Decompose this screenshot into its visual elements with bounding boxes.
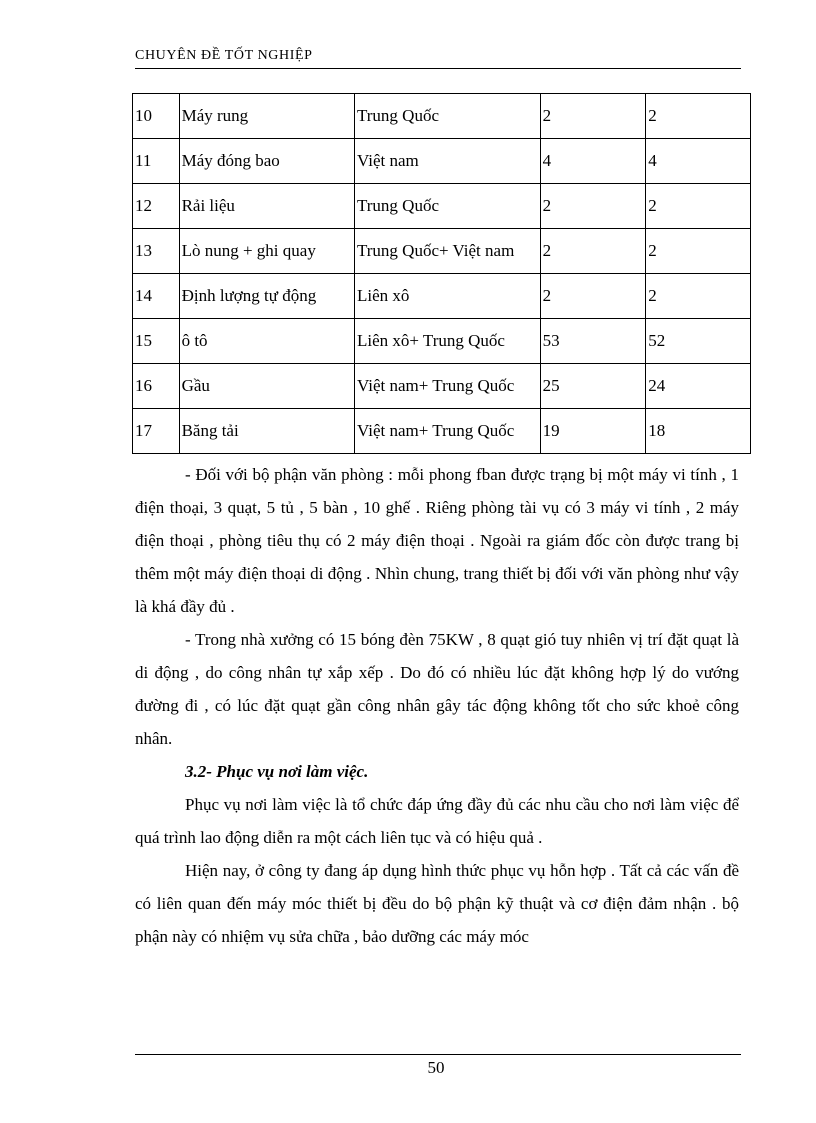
cell-equipment-name: Định lượng tự động xyxy=(179,274,354,319)
cell-quantity-in-use: 2 xyxy=(646,274,751,319)
equipment-table xyxy=(132,93,751,454)
cell-row-number: 10 xyxy=(133,94,180,139)
body-text xyxy=(135,458,739,953)
table-row xyxy=(133,94,751,139)
cell-quantity-total: 2 xyxy=(540,184,646,229)
table-row xyxy=(133,229,751,274)
footer-rule xyxy=(135,1054,741,1055)
cell-quantity-in-use: 2 xyxy=(646,184,751,229)
cell-equipment-name: ô tô xyxy=(179,319,354,364)
cell-row-number: 15 xyxy=(133,319,180,364)
table-row xyxy=(133,184,751,229)
equipment-table-body xyxy=(133,94,751,454)
cell-equipment-name: Máy rung xyxy=(179,94,354,139)
cell-row-number: 13 xyxy=(133,229,180,274)
cell-row-number: 11 xyxy=(133,139,180,184)
table-row xyxy=(133,139,751,184)
section-title: 3.2- Phục vụ nơi làm việc. xyxy=(185,762,369,781)
cell-equipment-name: Băng tải xyxy=(179,409,354,454)
cell-origin: Liên xô xyxy=(354,274,540,319)
cell-row-number: 14 xyxy=(133,274,180,319)
header-rule xyxy=(135,68,741,69)
cell-equipment-name: Gầu xyxy=(179,364,354,409)
cell-equipment-name: Lò nung + ghi quay xyxy=(179,229,354,274)
cell-quantity-in-use: 2 xyxy=(646,229,751,274)
cell-quantity-total: 2 xyxy=(540,229,646,274)
cell-origin: Việt nam+ Trung Quốc xyxy=(354,409,540,454)
cell-row-number: 12 xyxy=(133,184,180,229)
cell-origin: Trung Quốc xyxy=(354,94,540,139)
table-row xyxy=(133,274,751,319)
paragraph-service-form: Hiện nay, ở công ty đang áp dụng hình thức phục vụ hỗn hợp . Tất cả các vấn đề có liên quan đến máy móc thiết bị đều do bộ phận kỹ thuật và cơ điện đảm nhận . bộ phận này có nhiệm vụ sửa chữa , bảo dưỡng các máy móc xyxy=(135,861,739,946)
cell-origin: Việt nam xyxy=(354,139,540,184)
cell-row-number: 17 xyxy=(133,409,180,454)
cell-quantity-total: 2 xyxy=(540,94,646,139)
table-row xyxy=(133,409,751,454)
table-row xyxy=(133,364,751,409)
running-header: CHUYÊN ĐỀ TỐT NGHIỆP xyxy=(135,48,313,63)
cell-quantity-total: 4 xyxy=(540,139,646,184)
paragraph-workshop: - Trong nhà xưởng có 15 bóng đèn 75KW , 8 quạt gió tuy nhiên vị trí đặt quạt là di động , do công nhân tự xắp xếp . Do đó có nhiều lúc đặt không hợp lý do vướng đường đi , có lúc đặt quạt gần công nhân gây tác động không tốt cho sức khoẻ công nhân. xyxy=(135,630,739,748)
paragraph-workplace-service: Phục vụ nơi làm việc là tổ chức đáp ứng đầy đủ các nhu cầu cho nơi làm việc để quá trình lao động diễn ra một cách liên tục và có hiệu quả . xyxy=(135,795,739,847)
cell-quantity-total: 53 xyxy=(540,319,646,364)
cell-equipment-name: Máy đóng bao xyxy=(179,139,354,184)
cell-origin: Liên xô+ Trung Quốc xyxy=(354,319,540,364)
cell-origin: Việt nam+ Trung Quốc xyxy=(354,364,540,409)
paragraph-office-equipment: - Đối với bộ phận văn phòng : mỗi phong fban được trạng bị một máy vi tính , 1 điện thoại, 3 quạt, 5 tủ , 5 bàn , 10 ghế . Riêng phòng tài vụ có 3 máy vi tính , 2 máy điện thoại , phòng tiêu thụ có 2 máy điện thoại . Ngoài ra giám đốc còn được trang bị thêm một máy điện thoại di động . Nhìn chung, trang thiết bị đối với văn phòng như vậy là khá đầy đủ . xyxy=(135,465,739,616)
cell-quantity-in-use: 4 xyxy=(646,139,751,184)
cell-row-number: 16 xyxy=(133,364,180,409)
cell-quantity-total: 25 xyxy=(540,364,646,409)
cell-quantity-in-use: 2 xyxy=(646,94,751,139)
cell-quantity-total: 2 xyxy=(540,274,646,319)
cell-quantity-total: 19 xyxy=(540,409,646,454)
page-number: 50 xyxy=(427,1058,445,1077)
cell-origin: Trung Quốc+ Việt nam xyxy=(354,229,540,274)
cell-quantity-in-use: 24 xyxy=(646,364,751,409)
cell-equipment-name: Rải liệu xyxy=(179,184,354,229)
cell-quantity-in-use: 52 xyxy=(646,319,751,364)
cell-origin: Trung Quốc xyxy=(354,184,540,229)
cell-quantity-in-use: 18 xyxy=(646,409,751,454)
table-row xyxy=(133,319,751,364)
